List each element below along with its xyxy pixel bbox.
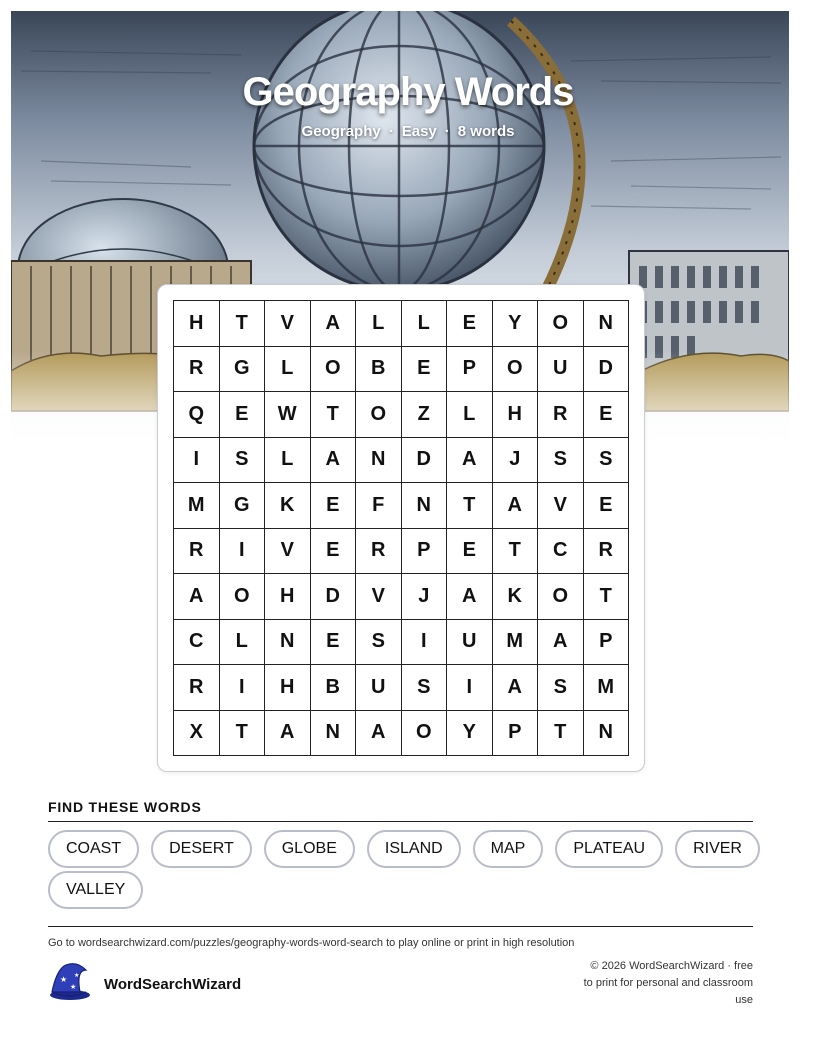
grid-cell[interactable]: U bbox=[356, 665, 402, 711]
word-pill: DESERT bbox=[151, 830, 252, 868]
grid-cell[interactable]: F bbox=[356, 483, 402, 529]
grid-cell[interactable]: E bbox=[447, 529, 493, 575]
grid-cell[interactable]: D bbox=[311, 574, 357, 620]
grid-cell[interactable]: R bbox=[174, 665, 220, 711]
grid-cell[interactable]: K bbox=[493, 574, 539, 620]
grid-cell[interactable]: R bbox=[174, 529, 220, 575]
grid-cell[interactable]: T bbox=[220, 301, 266, 347]
grid-cell[interactable]: O bbox=[538, 574, 584, 620]
grid-cell[interactable]: O bbox=[493, 347, 539, 393]
grid-cell[interactable]: H bbox=[493, 392, 539, 438]
grid-cell[interactable]: H bbox=[265, 665, 311, 711]
grid-cell[interactable]: I bbox=[220, 665, 266, 711]
grid-cell[interactable]: O bbox=[311, 347, 357, 393]
word-list bbox=[48, 830, 760, 909]
grid-cell[interactable]: B bbox=[356, 347, 402, 393]
separator: · bbox=[444, 123, 450, 140]
grid-cell[interactable]: L bbox=[265, 347, 311, 393]
grid-cell[interactable]: D bbox=[402, 438, 448, 484]
grid-cell[interactable]: V bbox=[265, 301, 311, 347]
grid-cell[interactable]: Z bbox=[402, 392, 448, 438]
grid-cell[interactable]: J bbox=[493, 438, 539, 484]
grid-cell[interactable]: L bbox=[356, 301, 402, 347]
grid-cell[interactable]: P bbox=[493, 711, 539, 757]
grid-cell[interactable]: O bbox=[402, 711, 448, 757]
copyright-notice: © 2026 WordSearchWizard · free to print for personal and classroom use bbox=[583, 960, 753, 1006]
grid-cell[interactable]: E bbox=[311, 529, 357, 575]
page-title: Geography Words bbox=[242, 70, 574, 114]
grid-cell[interactable]: J bbox=[402, 574, 448, 620]
grid-cell[interactable]: M bbox=[174, 483, 220, 529]
grid-cell[interactable]: E bbox=[311, 483, 357, 529]
puzzle-meta bbox=[0, 123, 816, 140]
grid-cell[interactable]: N bbox=[265, 620, 311, 666]
category-label: Geography bbox=[301, 123, 381, 140]
grid-cell[interactable]: S bbox=[538, 665, 584, 711]
grid-cell[interactable]: T bbox=[584, 574, 630, 620]
grid-cell[interactable]: S bbox=[220, 438, 266, 484]
grid-cell[interactable]: N bbox=[584, 301, 630, 347]
grid-cell[interactable]: M bbox=[584, 665, 630, 711]
puzzle-card bbox=[157, 284, 645, 772]
grid-cell[interactable]: E bbox=[402, 347, 448, 393]
grid-cell[interactable]: V bbox=[538, 483, 584, 529]
letter-grid bbox=[173, 300, 629, 756]
word-pill: MAP bbox=[473, 830, 544, 868]
grid-cell[interactable]: T bbox=[311, 392, 357, 438]
difficulty-label: Easy bbox=[401, 123, 437, 140]
grid-cell[interactable]: A bbox=[174, 574, 220, 620]
grid-cell[interactable]: P bbox=[447, 347, 493, 393]
grid-cell[interactable]: B bbox=[311, 665, 357, 711]
grid-cell[interactable]: H bbox=[265, 574, 311, 620]
grid-cell[interactable]: E bbox=[584, 392, 630, 438]
grid-cell[interactable]: A bbox=[493, 665, 539, 711]
grid-cell[interactable]: U bbox=[447, 620, 493, 666]
grid-cell[interactable]: S bbox=[402, 665, 448, 711]
grid-cell[interactable]: N bbox=[356, 438, 402, 484]
grid-cell[interactable]: V bbox=[356, 574, 402, 620]
grid-cell[interactable]: I bbox=[447, 665, 493, 711]
grid-cell[interactable]: A bbox=[311, 438, 357, 484]
svg-text:★: ★ bbox=[70, 983, 77, 991]
grid-cell[interactable]: L bbox=[265, 438, 311, 484]
word-pill: RIVER bbox=[675, 830, 760, 868]
grid-cell[interactable]: R bbox=[538, 392, 584, 438]
grid-cell[interactable]: O bbox=[220, 574, 266, 620]
grid-cell[interactable]: E bbox=[220, 392, 266, 438]
grid-cell[interactable]: Y bbox=[447, 711, 493, 757]
grid-cell[interactable]: I bbox=[174, 438, 220, 484]
grid-cell[interactable]: P bbox=[584, 620, 630, 666]
play-online-link[interactable]: Go to wordsearchwizard.com/puzzles/geography-words-word-search to play online or print in high resolution bbox=[48, 937, 575, 949]
grid-cell[interactable]: A bbox=[447, 438, 493, 484]
wizard-hat-icon bbox=[46, 962, 92, 1007]
grid-cell[interactable]: O bbox=[538, 301, 584, 347]
grid-cell[interactable]: I bbox=[220, 529, 266, 575]
grid-cell[interactable]: Q bbox=[174, 392, 220, 438]
word-count-label: 8 words bbox=[457, 123, 515, 140]
separator: · bbox=[388, 123, 394, 140]
grid-cell[interactable]: N bbox=[584, 711, 630, 757]
grid-cell[interactable]: X bbox=[174, 711, 220, 757]
grid-cell[interactable]: G bbox=[220, 347, 266, 393]
grid-cell[interactable]: S bbox=[356, 620, 402, 666]
grid-cell[interactable]: P bbox=[402, 529, 448, 575]
grid-cell[interactable]: R bbox=[174, 347, 220, 393]
grid-cell[interactable]: O bbox=[356, 392, 402, 438]
divider bbox=[48, 926, 753, 927]
grid-cell[interactable]: K bbox=[265, 483, 311, 529]
grid-cell[interactable]: V bbox=[265, 529, 311, 575]
grid-cell[interactable]: A bbox=[356, 711, 402, 757]
word-pill: COAST bbox=[48, 830, 139, 868]
grid-cell[interactable]: R bbox=[356, 529, 402, 575]
grid-cell[interactable]: A bbox=[538, 620, 584, 666]
svg-text:★: ★ bbox=[60, 975, 68, 984]
grid-cell[interactable]: R bbox=[584, 529, 630, 575]
grid-cell[interactable]: T bbox=[538, 711, 584, 757]
grid-cell[interactable]: T bbox=[447, 483, 493, 529]
word-pill: GLOBE bbox=[264, 830, 355, 868]
grid-cell[interactable]: U bbox=[538, 347, 584, 393]
grid-cell[interactable]: S bbox=[584, 438, 630, 484]
grid-cell[interactable]: W bbox=[265, 392, 311, 438]
grid-cell[interactable]: C bbox=[538, 529, 584, 575]
grid-cell[interactable]: E bbox=[584, 483, 630, 529]
grid-cell[interactable]: E bbox=[447, 301, 493, 347]
grid-cell[interactable]: T bbox=[220, 711, 266, 757]
grid-cell[interactable]: I bbox=[402, 620, 448, 666]
grid-cell[interactable]: C bbox=[174, 620, 220, 666]
word-pill: PLATEAU bbox=[555, 830, 663, 868]
brand-name: WordSearchWizard bbox=[104, 976, 242, 993]
grid-cell[interactable]: E bbox=[311, 620, 357, 666]
word-pill: VALLEY bbox=[48, 871, 143, 909]
grid-cell[interactable]: G bbox=[220, 483, 266, 529]
grid-cell[interactable]: L bbox=[402, 301, 448, 347]
grid-cell[interactable]: H bbox=[174, 301, 220, 347]
divider bbox=[48, 821, 753, 822]
grid-cell[interactable]: A bbox=[265, 711, 311, 757]
word-list-heading: FIND THESE WORDS bbox=[48, 799, 202, 815]
svg-text:★: ★ bbox=[74, 972, 80, 979]
grid-cell[interactable]: N bbox=[402, 483, 448, 529]
grid-cell[interactable]: N bbox=[311, 711, 357, 757]
grid-cell[interactable]: A bbox=[493, 483, 539, 529]
grid-cell[interactable]: S bbox=[538, 438, 584, 484]
grid-cell[interactable]: L bbox=[447, 392, 493, 438]
grid-cell[interactable]: M bbox=[493, 620, 539, 666]
grid-cell[interactable]: L bbox=[220, 620, 266, 666]
grid-cell[interactable]: T bbox=[493, 529, 539, 575]
grid-cell[interactable]: A bbox=[447, 574, 493, 620]
grid-cell[interactable]: Y bbox=[493, 301, 539, 347]
word-pill: ISLAND bbox=[367, 830, 461, 868]
grid-cell[interactable]: D bbox=[584, 347, 630, 393]
brand[interactable] bbox=[46, 962, 241, 1007]
grid-cell[interactable]: A bbox=[311, 301, 357, 347]
